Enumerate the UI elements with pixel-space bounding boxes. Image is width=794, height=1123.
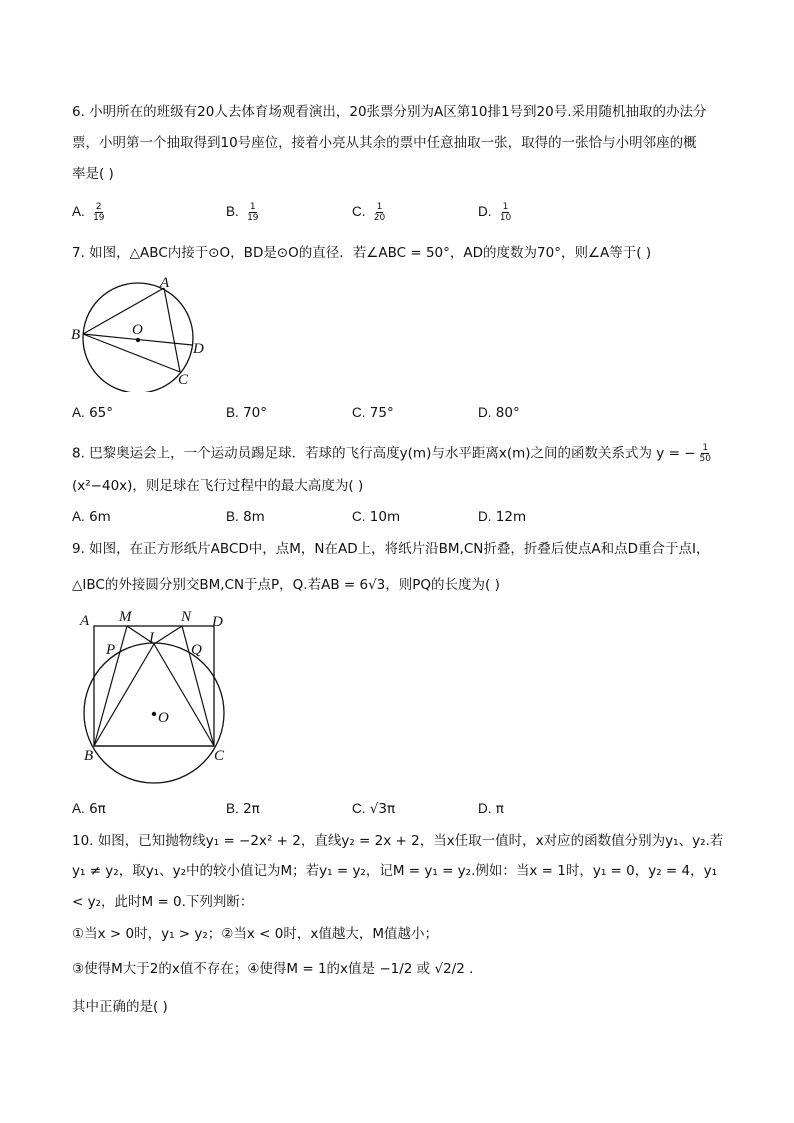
q6-text-line-1: 6. 小明所在的班级有20人去体育场观看演出，20张票分别为A区第10排1号到20号.采用随机抽取的办法分 (72, 104, 707, 120)
q8-option-b[interactable] (226, 506, 265, 528)
option-label: B. (226, 405, 239, 420)
denominator: 20 (373, 212, 386, 223)
option-label: C. (352, 509, 366, 524)
option-value: 10m (369, 509, 401, 525)
q8-option-a[interactable] (72, 506, 111, 528)
option-label: D. (478, 801, 492, 816)
option-label: A. (72, 204, 85, 219)
option-value: 80° (495, 405, 520, 421)
fraction (246, 202, 259, 223)
fraction (373, 202, 386, 223)
denominator: 50 (699, 454, 711, 464)
q8-text: 8. 巴黎奥运会上，一个运动员踢足球．若球的飞行高度y(m)与水平距离x(m)之间的函数关系式为 y = − (72, 445, 696, 462)
option-label: A. (72, 405, 85, 420)
q8-option-d[interactable] (478, 506, 526, 528)
q8-text-line-1 (72, 443, 712, 464)
q6-option-b[interactable] (226, 201, 260, 223)
option-label: C. (352, 405, 366, 420)
q9-option-c[interactable] (352, 798, 395, 820)
fraction (92, 202, 105, 223)
q7-option-b[interactable] (226, 402, 267, 424)
denominator: 10 (499, 212, 512, 223)
label-d: D (212, 614, 223, 630)
label-c: C (178, 372, 189, 388)
label-b: B (84, 748, 94, 764)
denominator: 19 (247, 212, 259, 223)
fraction (699, 443, 712, 464)
q7-option-a[interactable] (72, 402, 113, 424)
q10-text-line-5: ③使得M大于2的x值不存在；④使得M = 1的x值是 −1/2 或 √2/2 . (72, 961, 474, 977)
label-d: D (193, 341, 204, 357)
option-value: 70° (243, 405, 267, 421)
option-label: C. (352, 204, 366, 219)
label-i: I (149, 630, 154, 646)
segment-ci (154, 644, 214, 746)
option-value: 75° (369, 405, 394, 421)
label-a: A (160, 275, 170, 291)
fraction (499, 202, 512, 223)
option-value: 2π (243, 801, 260, 817)
segment-bi (94, 644, 154, 746)
q6-option-d[interactable] (478, 201, 512, 223)
q10-text-line-2: y₁ ≠ y₂，取y₁、y₂中的较小值记为M；若y₁ = y₂，记M = y₁ = y₂.例如：当x = 1时，y₁ = 0，y₂ = 4，y₁ (72, 863, 718, 879)
q7-option-d[interactable] (478, 402, 520, 424)
q8-text-line-2: (x²−40x)，则足球在飞行过程中的最大高度为( ) (72, 478, 364, 494)
option-value: π (495, 801, 504, 817)
label-q: Q (191, 642, 202, 658)
numerator: 1 (702, 443, 709, 453)
numerator: 1 (376, 201, 383, 212)
q10-text-line-4: ①当x > 0时，y₁ > y₂；②当x < 0时，x值越大，M值越小； (72, 926, 438, 942)
label-c: C (214, 748, 225, 764)
option-label: A. (72, 801, 85, 816)
q9-options (72, 798, 632, 820)
label-m: M (119, 609, 132, 625)
label-o: O (132, 322, 143, 338)
option-value: 65° (89, 405, 113, 421)
option-value: 12m (495, 509, 527, 525)
center-point (136, 338, 140, 342)
q7-option-c[interactable] (352, 402, 394, 424)
q9-text-line-1: 9. 如图，在正方形纸片ABCD中，点M，N在AD上，将纸片沿BM,CN折叠，折叠后使点A和点D重合于点I， (72, 541, 710, 557)
q6-options (72, 201, 632, 223)
center-point (152, 712, 156, 716)
option-label: D. (478, 509, 492, 524)
option-label: D. (478, 204, 492, 219)
option-label: C. (352, 801, 366, 816)
q10-text-line-6: 其中正确的是( ) (72, 999, 168, 1015)
option-label: B. (226, 509, 239, 524)
segment-ni (154, 626, 182, 644)
label-p: P (106, 642, 116, 658)
denominator: 19 (93, 212, 105, 223)
segment-bc (83, 334, 180, 372)
q6-text-line-3: 率是( ) (72, 166, 114, 182)
option-value: 6m (89, 509, 111, 525)
q9-square-figure (72, 604, 242, 789)
option-label: B. (226, 801, 239, 816)
numerator: 1 (502, 201, 509, 212)
option-label: D. (478, 405, 492, 420)
q8-options (72, 506, 632, 528)
option-value: 6π (89, 801, 106, 817)
q7-text-line-1: 7. 如图，△ABC内接于⊙O，BD是⊙O的直径．若∠ABC = 50°，AD的度数为70°，则∠A等于( ) (72, 245, 652, 261)
q9-option-a[interactable] (72, 798, 106, 820)
numerator: 1 (249, 201, 256, 212)
q7-options (72, 402, 632, 424)
option-label: A. (72, 509, 85, 524)
q10-text-line-1: 10. 如图，已知抛物线y₁ = −2x² + 2，直线y₂ = 2x + 2，当x任取一值时，x对应的函数值分别为y₁、y₂.若 (72, 833, 724, 849)
label-o: O (158, 710, 169, 726)
q9-option-d[interactable] (478, 798, 504, 820)
q7-circle-figure (68, 272, 218, 392)
label-b: B (71, 327, 81, 343)
segment-ba (83, 288, 164, 334)
option-value: 8m (243, 509, 265, 525)
q6-option-a[interactable] (72, 201, 106, 223)
option-label: B. (226, 204, 239, 219)
q8-option-c[interactable] (352, 506, 400, 528)
option-value: √3π (369, 801, 396, 817)
label-a: A (80, 613, 90, 629)
numerator: 2 (95, 201, 102, 212)
q10-text-line-3: < y₂，此时M = 0.下列判断： (72, 894, 254, 910)
label-n: N (181, 609, 192, 625)
q9-text-line-2: △IBC的外接圆分别交BM,CN于点P，Q.若AB = 6√3，则PQ的长度为( ) (72, 577, 500, 593)
q6-option-c[interactable] (352, 201, 386, 223)
q6-text-line-2: 票，小明第一个抽取得到10号座位，接着小亮从其余的票中任意抽取一张，取得的一张恰与小明邻座的概 (72, 135, 697, 151)
q9-option-b[interactable] (226, 798, 260, 820)
